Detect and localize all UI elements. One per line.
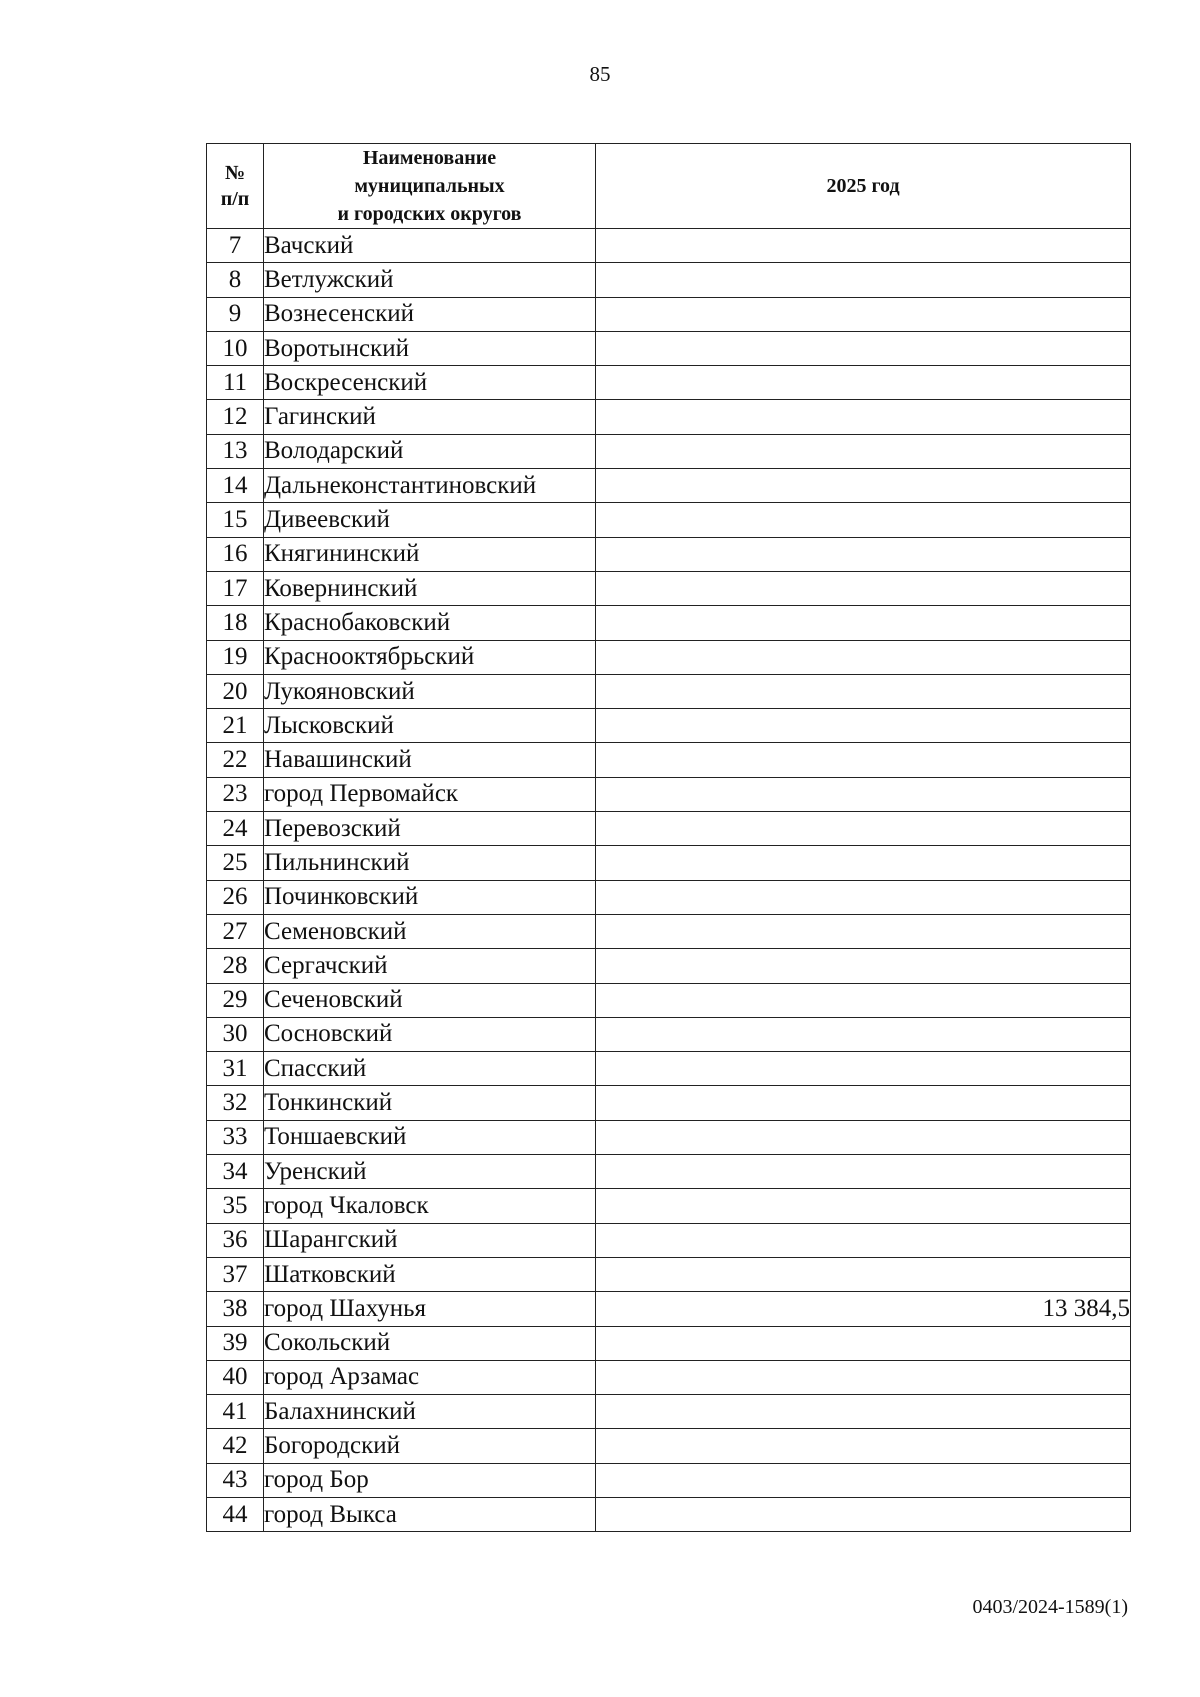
municipality-name: Сокольский [264, 1326, 596, 1360]
year-value [596, 1429, 1131, 1463]
table-row [207, 777, 1131, 811]
table-row [207, 743, 1131, 777]
municipality-name: Воскресенский [264, 366, 596, 400]
table-row [207, 1052, 1131, 1086]
municipality-name: город Шахунья [264, 1292, 596, 1326]
municipality-name: Краснобаковский [264, 606, 596, 640]
municipality-name: Шатковский [264, 1257, 596, 1291]
row-number: 39 [207, 1326, 264, 1360]
municipality-name: город Чкаловск [264, 1189, 596, 1223]
municipality-name: Тоншаевский [264, 1120, 596, 1154]
table-row [207, 1395, 1131, 1429]
table-row [207, 1189, 1131, 1223]
table-row [207, 1017, 1131, 1051]
table-row [207, 1155, 1131, 1189]
municipality-name: Навашинский [264, 743, 596, 777]
header-number-symbol: № [224, 162, 246, 184]
row-number: 25 [207, 846, 264, 880]
municipality-name: Дальнеконстантиновский [264, 469, 596, 503]
row-number: 13 [207, 434, 264, 468]
table-row [207, 297, 1131, 331]
header-name [264, 144, 596, 229]
row-number: 42 [207, 1429, 264, 1463]
row-number: 14 [207, 469, 264, 503]
table-row [207, 674, 1131, 708]
row-number: 18 [207, 606, 264, 640]
municipality-name: Пильнинский [264, 846, 596, 880]
header-number [207, 144, 264, 229]
table-row [207, 949, 1131, 983]
year-value [596, 606, 1131, 640]
year-value [596, 1052, 1131, 1086]
year-value [596, 1155, 1131, 1189]
row-number: 10 [207, 331, 264, 365]
municipality-name: Вачский [264, 229, 596, 263]
table-row [207, 812, 1131, 846]
year-value [596, 1086, 1131, 1120]
document-code: 0403/2024-1589(1) [972, 1596, 1128, 1618]
row-number: 7 [207, 229, 264, 263]
table-row [207, 331, 1131, 365]
row-number: 41 [207, 1395, 264, 1429]
table-row [207, 1326, 1131, 1360]
municipality-name: Вознесенский [264, 297, 596, 331]
table-row [207, 503, 1131, 537]
year-value [596, 1120, 1131, 1154]
year-value [596, 366, 1131, 400]
year-value [596, 846, 1131, 880]
year-value [596, 229, 1131, 263]
year-value [596, 1463, 1131, 1497]
year-value [596, 1497, 1131, 1531]
header-name-line3: и городских округов [337, 203, 522, 225]
row-number: 35 [207, 1189, 264, 1223]
year-value [596, 331, 1131, 365]
table-row [207, 263, 1131, 297]
table-row [207, 880, 1131, 914]
table-body [207, 229, 1131, 1532]
municipality-name: Балахнинский [264, 1395, 596, 1429]
municipality-name: город Арзамас [264, 1360, 596, 1394]
row-number: 32 [207, 1086, 264, 1120]
municipalities-table [206, 143, 1131, 1532]
table-row [207, 640, 1131, 674]
row-number: 28 [207, 949, 264, 983]
year-value [596, 263, 1131, 297]
year-value: 13 384,5 [596, 1292, 1131, 1326]
row-number: 29 [207, 983, 264, 1017]
year-value [596, 400, 1131, 434]
municipality-name: Богородский [264, 1429, 596, 1463]
year-value [596, 880, 1131, 914]
municipality-name: Шарангский [264, 1223, 596, 1257]
year-value [596, 983, 1131, 1017]
municipality-name: Сеченовский [264, 983, 596, 1017]
municipality-name: Ветлужский [264, 263, 596, 297]
row-number: 36 [207, 1223, 264, 1257]
header-year: 2025 год [596, 144, 1131, 229]
row-number: 26 [207, 880, 264, 914]
row-number: 20 [207, 674, 264, 708]
year-value [596, 812, 1131, 846]
row-number: 40 [207, 1360, 264, 1394]
year-value [596, 297, 1131, 331]
municipality-name: город Выкса [264, 1497, 596, 1531]
row-number: 23 [207, 777, 264, 811]
municipality-name: Семеновский [264, 914, 596, 948]
municipality-name: Воротынский [264, 331, 596, 365]
municipality-name: Сергачский [264, 949, 596, 983]
row-number: 8 [207, 263, 264, 297]
municipality-name: Краснооктябрьский [264, 640, 596, 674]
year-value [596, 1189, 1131, 1223]
table-row [207, 1497, 1131, 1531]
table-row [207, 1120, 1131, 1154]
year-value [596, 1395, 1131, 1429]
header-number-abbrev: п/п [220, 188, 250, 210]
row-number: 44 [207, 1497, 264, 1531]
row-number: 37 [207, 1257, 264, 1291]
row-number: 33 [207, 1120, 264, 1154]
municipality-name: город Бор [264, 1463, 596, 1497]
table-row [207, 709, 1131, 743]
municipality-name: Гагинский [264, 400, 596, 434]
row-number: 31 [207, 1052, 264, 1086]
table-row [207, 1463, 1131, 1497]
table-row [207, 606, 1131, 640]
row-number: 21 [207, 709, 264, 743]
year-value [596, 709, 1131, 743]
year-value [596, 743, 1131, 777]
year-value [596, 949, 1131, 983]
year-value [596, 1360, 1131, 1394]
page-number: 85 [589, 62, 611, 86]
table-row [207, 434, 1131, 468]
municipality-name: Сосновский [264, 1017, 596, 1051]
municipality-name: Починковский [264, 880, 596, 914]
row-number: 9 [207, 297, 264, 331]
row-number: 24 [207, 812, 264, 846]
year-value [596, 571, 1131, 605]
table-row [207, 1292, 1131, 1326]
row-number: 15 [207, 503, 264, 537]
municipality-name: Володарский [264, 434, 596, 468]
row-number: 34 [207, 1155, 264, 1189]
municipality-name: Дивеевский [264, 503, 596, 537]
municipality-name: город Первомайск [264, 777, 596, 811]
municipality-name: Лысковский [264, 709, 596, 743]
table-row [207, 229, 1131, 263]
header-name-line1: Наименование [362, 147, 497, 169]
row-number: 19 [207, 640, 264, 674]
year-value [596, 1223, 1131, 1257]
table-row [207, 366, 1131, 400]
municipality-name: Княгининский [264, 537, 596, 571]
year-value [596, 1326, 1131, 1360]
year-value [596, 1017, 1131, 1051]
table-row [207, 1086, 1131, 1120]
table-row [207, 1429, 1131, 1463]
row-number: 12 [207, 400, 264, 434]
year-value [596, 537, 1131, 571]
row-number: 22 [207, 743, 264, 777]
table-row [207, 846, 1131, 880]
table-row [207, 914, 1131, 948]
municipality-name: Уренский [264, 1155, 596, 1189]
municipality-name: Перевозский [264, 812, 596, 846]
year-value [596, 1257, 1131, 1291]
table-row [207, 469, 1131, 503]
table-header-row [207, 144, 1131, 229]
row-number: 17 [207, 571, 264, 605]
table-row [207, 571, 1131, 605]
year-value [596, 640, 1131, 674]
table-row [207, 537, 1131, 571]
table-row [207, 983, 1131, 1017]
row-number: 30 [207, 1017, 264, 1051]
row-number: 16 [207, 537, 264, 571]
municipality-name: Лукояновский [264, 674, 596, 708]
municipality-name: Тонкинский [264, 1086, 596, 1120]
table-row [207, 1257, 1131, 1291]
table-row [207, 1223, 1131, 1257]
row-number: 27 [207, 914, 264, 948]
year-value [596, 777, 1131, 811]
header-name-line2: муниципальных [354, 175, 505, 197]
year-value [596, 503, 1131, 537]
year-value [596, 674, 1131, 708]
row-number: 43 [207, 1463, 264, 1497]
year-value [596, 914, 1131, 948]
row-number: 38 [207, 1292, 264, 1326]
table-row [207, 400, 1131, 434]
municipality-name: Ковернинский [264, 571, 596, 605]
year-value [596, 469, 1131, 503]
municipality-name: Спасский [264, 1052, 596, 1086]
row-number: 11 [207, 366, 264, 400]
table-row [207, 1360, 1131, 1394]
year-value [596, 434, 1131, 468]
